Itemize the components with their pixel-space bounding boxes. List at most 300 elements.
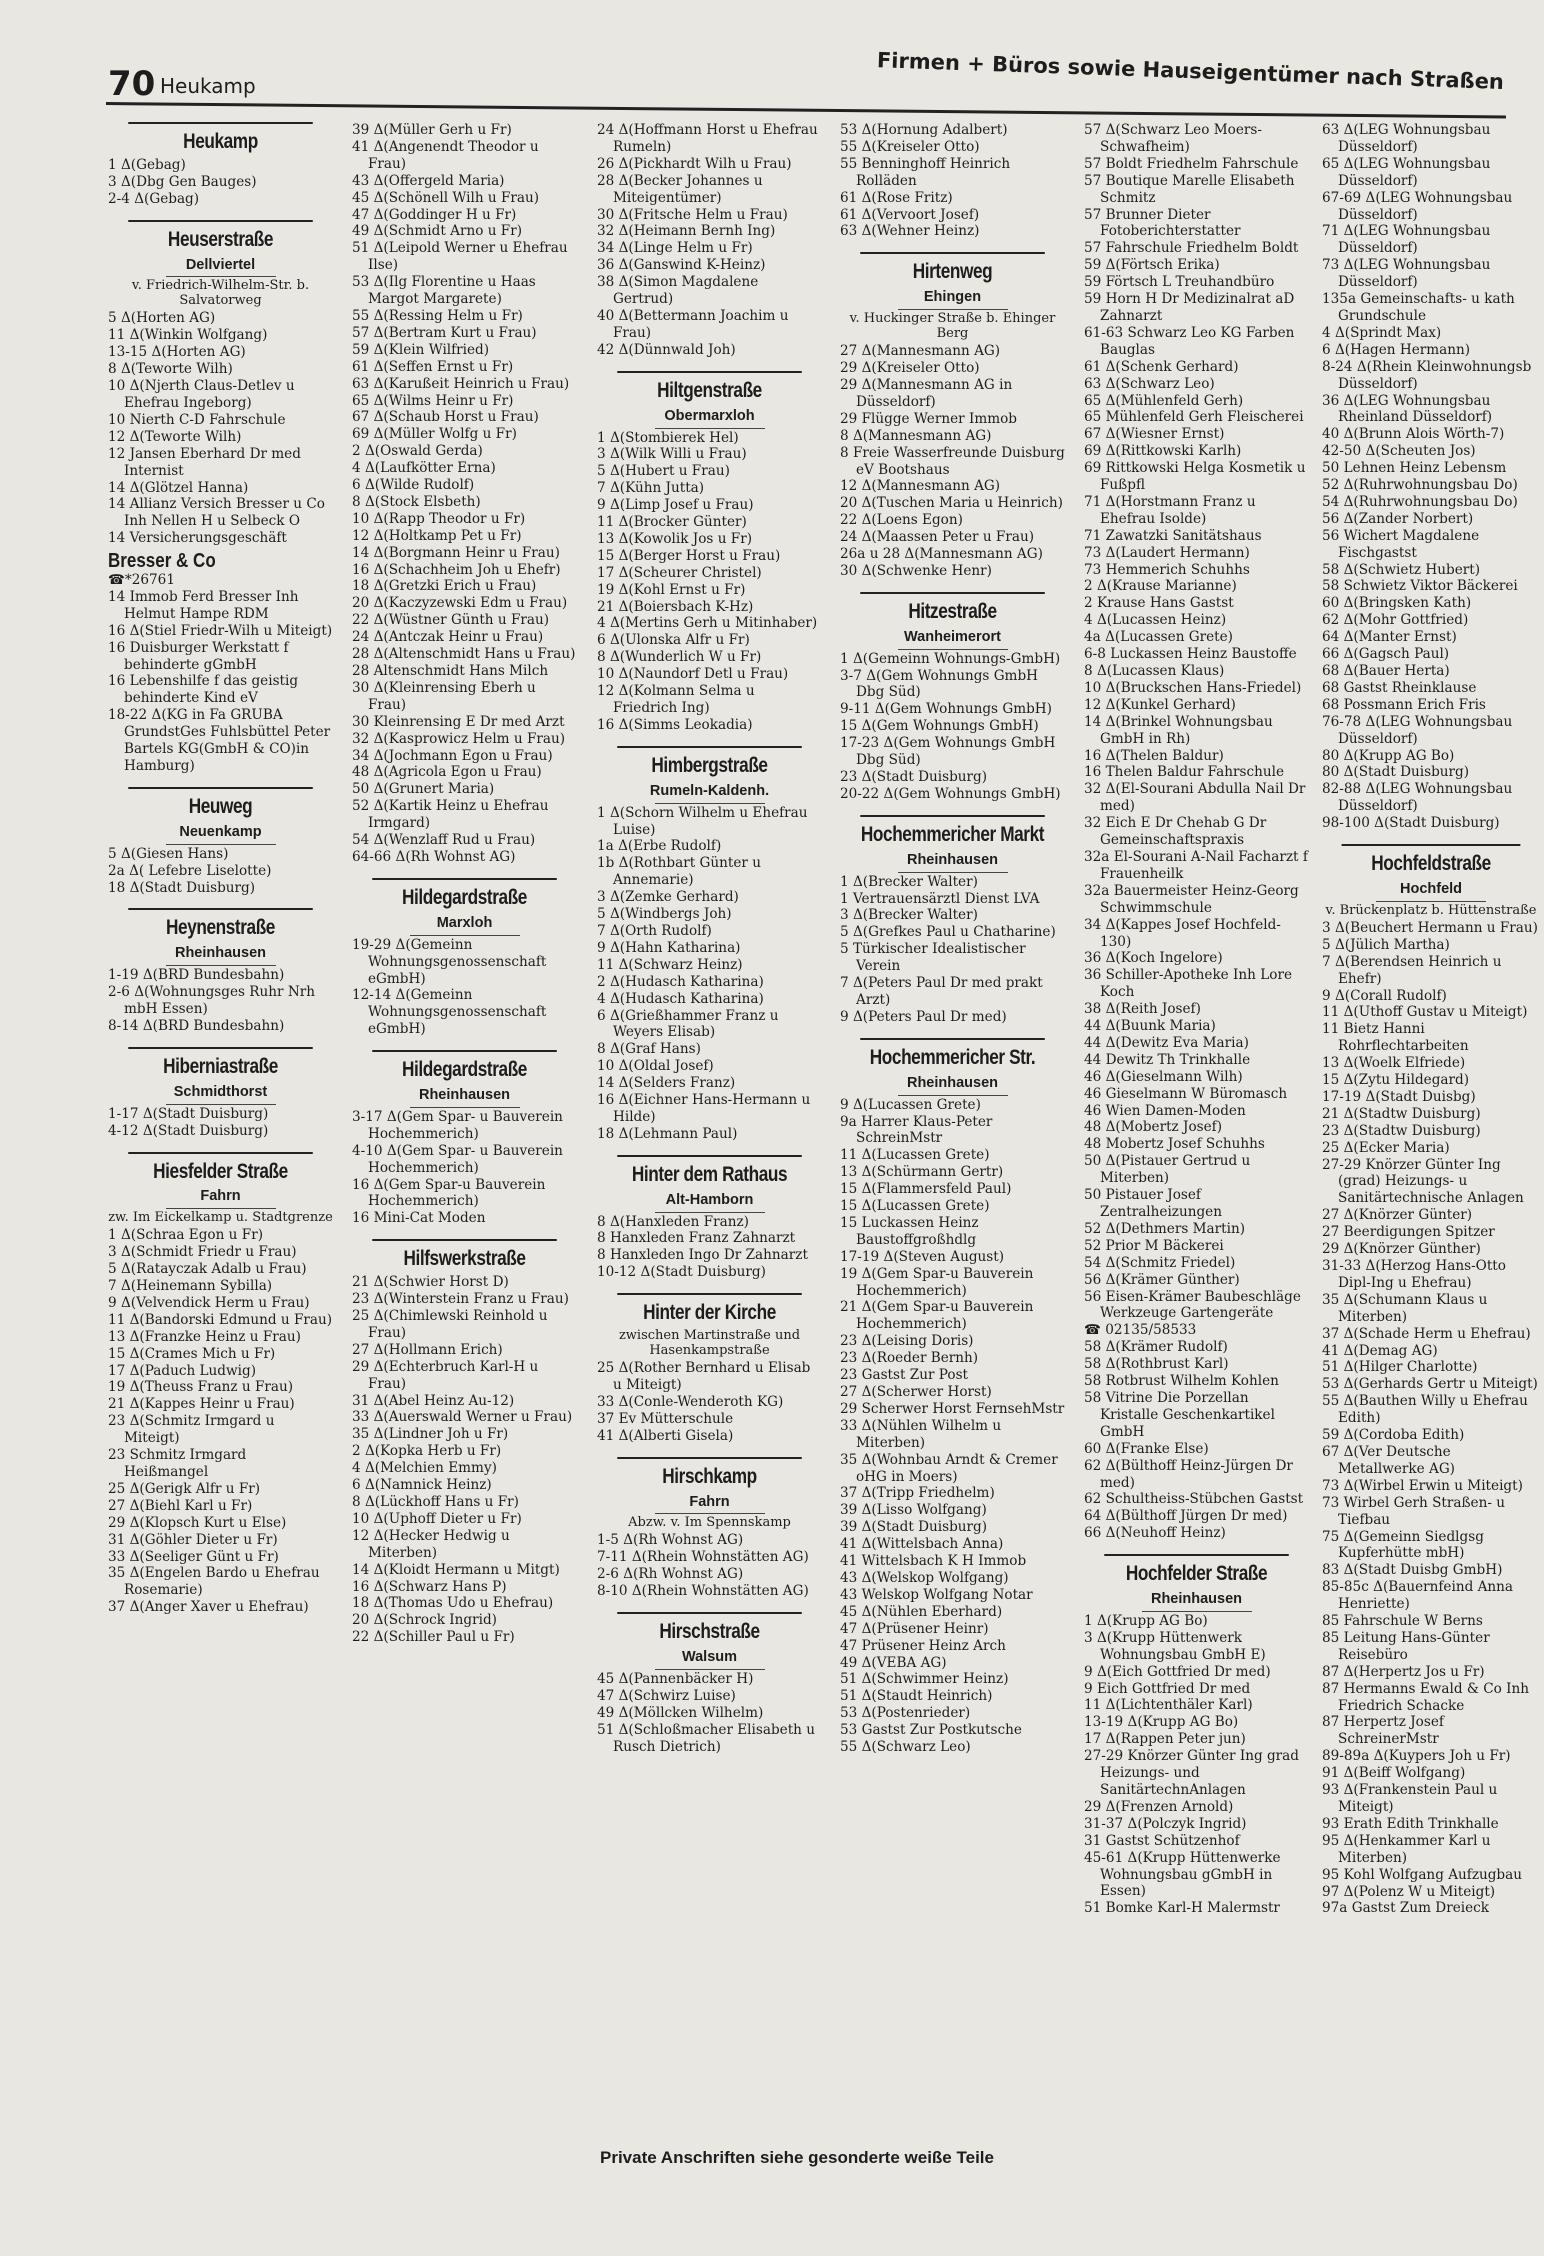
address-entry: 87 Δ(Herpertz Jos u Fr) bbox=[1322, 1663, 1485, 1680]
address-entry: 2 Δ(Krause Marianne) bbox=[1084, 578, 1237, 595]
address-entry: 32a Bauermeister Heinz-Georg Schwimmschule bbox=[1084, 882, 1299, 916]
address-entry: 8 Δ(Wunderlich W u Fr) bbox=[597, 649, 762, 666]
address-entry: 2a Δ( Lefebre Liselotte) bbox=[108, 862, 272, 879]
address-entry: 67 Δ(Schaub Horst u Frau) bbox=[352, 409, 539, 426]
address-entry: 32 Eich E Dr Chehab G Dr Gemeinschaftspraxis bbox=[1084, 815, 1267, 849]
address-entry: 135a Gemeinschafts- u kath Grundschule bbox=[1322, 291, 1515, 324]
address-entry: 1-17 Δ(Stadt Duisburg) bbox=[108, 1105, 269, 1122]
address-entry: 76-78 Δ(LEG Wohnungsbau Düsseldorf) bbox=[1322, 713, 1513, 747]
address-entry: 51 Δ(Leipold Werner u Ehefrau Ilse) bbox=[352, 240, 568, 274]
address-entry: 61 Δ(Rose Fritz) bbox=[840, 189, 953, 206]
address-entry: 43 Welskop Wolfgang Notar bbox=[840, 1586, 1033, 1603]
address-entry: 7 Δ(Peters Paul Dr med prakt Arzt) bbox=[840, 975, 1043, 1008]
address-entry: 59 Horn H Dr Medizinalrat aD Zahnarzt bbox=[1084, 291, 1295, 324]
address-entry: 12 Jansen Eberhard Dr med Internist bbox=[108, 445, 301, 479]
address-entry: 14 Δ(Kloidt Hermann u Mitgt) bbox=[352, 1561, 560, 1578]
street-block bbox=[840, 592, 1065, 803]
address-entry: 8 Freie Wasserfreunde Duisburg eV Bootshaus bbox=[840, 444, 1065, 478]
address-entry: 21 Δ(Gem Spar-u Bauverein Hochemmerich) bbox=[840, 1299, 1034, 1333]
street-title: Hirschstraße bbox=[617, 1612, 802, 1647]
address-entry: 9 Δ(Limp Josef u Frau) bbox=[597, 497, 754, 514]
address-entry: 2 Δ(Kopka Herb u Fr) bbox=[352, 1443, 502, 1460]
address-entry: 10-12 Δ(Stadt Duisburg) bbox=[597, 1264, 766, 1281]
address-entry: 8 Δ(Lucassen Klaus) bbox=[1084, 663, 1225, 679]
address-entry: 20-22 Δ(Gem Wohnungs GmbH) bbox=[840, 785, 1061, 802]
address-entry: Bresser & Co bbox=[108, 550, 216, 573]
address-entry: 65 Δ(Wilms Heinr u Fr) bbox=[352, 392, 514, 409]
address-entry: 13-19 Δ(Krupp AG Bo) bbox=[1084, 1714, 1239, 1731]
street-title: Hirtenweg bbox=[860, 252, 1045, 287]
address-entry: 35 Δ(Lindner Joh u Fr) bbox=[352, 1426, 509, 1443]
address-entry: 1 Δ(Stombierek Hel) bbox=[597, 429, 739, 446]
address-entry: 11 Δ(Schwarz Heinz) bbox=[597, 956, 743, 973]
address-entry: 53 Δ(Postenrieder) bbox=[840, 1705, 971, 1722]
address-entry: 28 Δ(Becker Johannes u Miteigentümer) bbox=[597, 172, 763, 206]
address-entry: 13 Δ(Woelk Elfriede) bbox=[1322, 1055, 1466, 1072]
address-entry: 23 Δ(Stadtw Duisburg) bbox=[1322, 1122, 1481, 1139]
address-entry: 23 Δ(Stadt Duisburg) bbox=[840, 769, 988, 785]
address-entry: 31 Δ(Abel Heinz Au-12) bbox=[352, 1392, 515, 1409]
address-entry: 29 Δ(Kreiseler Otto) bbox=[840, 360, 980, 377]
address-entry: 21 Δ(Boiersbach K-Hz) bbox=[597, 598, 754, 615]
address-entry: 9 Δ(Corall Rudolf) bbox=[1322, 987, 1447, 1004]
address-entry: 55 Δ(Bauthen Willy u Ehefrau Edith) bbox=[1322, 1393, 1528, 1427]
address-entry: 11 Δ(Uthoff Gustav u Miteigt) bbox=[1322, 1004, 1528, 1021]
address-entry: 8 Δ(Hanxleden Franz) bbox=[597, 1213, 749, 1230]
address-entry: 47 Δ(Prüsener Heinr) bbox=[840, 1620, 989, 1637]
address-entry: 56 Δ(Zander Norbert) bbox=[1322, 510, 1474, 527]
address-entry: 65 Mühlenfeld Gerh Fleischerei bbox=[1084, 409, 1304, 426]
street-title: Hirschkamp bbox=[617, 1457, 802, 1492]
address-entry: 23 Δ(Roeder Bernh) bbox=[840, 1350, 979, 1367]
address-entry: 22 Δ(Wüstner Günth u Frau) bbox=[352, 612, 550, 629]
address-entry: 50 Δ(Grunert Maria) bbox=[352, 781, 495, 798]
address-entry: 9 Δ(Peters Paul Dr med) bbox=[840, 1008, 1007, 1025]
address-entry: 17-23 Δ(Gem Wohnungs GmbH Dbg Süd) bbox=[840, 735, 1056, 769]
address-entry: 37 Ev Mütterschule bbox=[597, 1410, 734, 1427]
address-entry: 68 Gastst Rheinklause bbox=[1322, 679, 1477, 696]
address-entry: 16 Δ(Gem Spar-u Bauverein Hochemmerich) bbox=[352, 1176, 546, 1210]
address-entry: 54 Δ(Ruhrwohnungsbau Do) bbox=[1322, 493, 1518, 510]
address-entry: 25 Δ(Chimlewski Reinhold u Frau) bbox=[352, 1308, 548, 1341]
address-entry: 2 Δ(Hudasch Katharina) bbox=[597, 973, 764, 990]
address-entry: 11 Bietz Hanni Rohrflechtarbeiten bbox=[1322, 1021, 1469, 1055]
address-entry: 14 Versicherungsgeschäft bbox=[108, 530, 287, 547]
address-entry: 36 Δ(Ganswind K-Heinz) bbox=[597, 257, 766, 274]
address-entry: 5 Δ(Giesen Hans) bbox=[108, 845, 229, 862]
address-entry: 51 Δ(Schloßmacher Elisabeth u Rusch Dietrich) bbox=[597, 1721, 815, 1755]
address-entry: 5 Δ(Grefkes Paul u Chatharine) bbox=[840, 924, 1056, 941]
address-entry: 27 Δ(Scherwer Horst) bbox=[840, 1384, 992, 1400]
address-entry: 29 Flügge Werner Immob bbox=[840, 410, 1017, 427]
address-entry: 51 Δ(Staudt Heinrich) bbox=[840, 1688, 993, 1705]
address-entry: 41 Δ(Wittelsbach Anna) bbox=[840, 1536, 1004, 1553]
address-entry: 58 Vitrine Die Porzellan Kristalle Geschenkartikel GmbH bbox=[1084, 1389, 1275, 1440]
address-entry: 33 Δ(Seeliger Günt u Fr) bbox=[108, 1548, 279, 1565]
street-block bbox=[1084, 1554, 1309, 1917]
address-entry: 15 Δ(Lucassen Grete) bbox=[840, 1198, 990, 1215]
address-entry: 41 Δ(Demag AG) bbox=[1322, 1342, 1438, 1359]
address-entry: 10 Δ(Rapp Theodor u Fr) bbox=[352, 510, 526, 527]
address-entry: 56 Wichert Magdalene Fischgastst bbox=[1322, 527, 1480, 561]
address-entry: 14 Δ(Selders Franz) bbox=[597, 1075, 736, 1092]
street-range-note: v. Huckinger Straße b. Ehinger Berg bbox=[849, 311, 1056, 342]
address-entry: 27-29 Knörzer Günter Ing (grad) Heizungs- u Sanitärtechnische Anlagen bbox=[1322, 1156, 1524, 1207]
address-entry: 73 Δ(Wirbel Erwin u Miteigt) bbox=[1322, 1477, 1523, 1494]
address-entry: 32 Δ(Heimann Bernh Ing) bbox=[597, 223, 776, 240]
address-entry: 20 Δ(Tuschen Maria u Heinrich) bbox=[840, 495, 1063, 512]
address-entry: 11 Δ(Lucassen Grete) bbox=[840, 1147, 990, 1164]
address-entry: 15 Δ(Berger Horst u Frau) bbox=[597, 547, 781, 564]
address-entry: 67 Δ(Ver Deutsche Metallwerke AG) bbox=[1322, 1443, 1455, 1477]
address-entry: 3-7 Δ(Gem Wohnungs GmbH Dbg Süd) bbox=[840, 667, 1039, 701]
address-entry: 71 Δ(LEG Wohnungsbau Düsseldorf) bbox=[1322, 223, 1491, 257]
address-entry: 37 Δ(Anger Xaver u Ehefrau) bbox=[108, 1599, 309, 1616]
address-entry: 11 Δ(Winkin Wolfgang) bbox=[108, 327, 268, 344]
column-2 bbox=[352, 110, 577, 2140]
address-entry: 14 Immob Ferd Bresser Inh Helmut Hampe RDM bbox=[108, 588, 299, 622]
address-entry: 1 Δ(Brecker Walter) bbox=[840, 873, 978, 890]
street-block bbox=[597, 1612, 822, 1755]
street-title: Hochfelder Straße bbox=[1104, 1554, 1289, 1589]
address-entry: 18 Δ(Stadt Duisburg) bbox=[108, 879, 256, 896]
address-entry: 22 Δ(Loens Egon) bbox=[840, 512, 963, 529]
address-entry: 4 Δ(Lucassen Heinz) bbox=[1084, 612, 1227, 629]
address-entry: 69 Δ(Rittkowski Karlh) bbox=[1084, 443, 1242, 460]
address-entry: 44 Δ(Dewitz Eva Maria) bbox=[1084, 1034, 1249, 1051]
address-entry: 6 Δ(Wilde Rudolf) bbox=[352, 477, 475, 494]
address-entry: 41 Δ(Alberti Gisela) bbox=[597, 1427, 734, 1444]
address-entry: 29 Scherwer Horst FernsehMstr bbox=[840, 1400, 1065, 1417]
address-entry: 23 Schmitz Irmgard Heißmangel bbox=[108, 1447, 247, 1480]
address-entry: 5 Δ(Horten AG) bbox=[108, 310, 216, 327]
address-entry: 57 Boutique Marelle Elisabeth Schmitz bbox=[1084, 172, 1295, 206]
address-entry: 12-14 Δ(Gemeinn Wohnungsgenossenschaft eGmbH) bbox=[352, 987, 547, 1038]
address-entry: 43 Δ(Welskop Wolfgang) bbox=[840, 1569, 1009, 1586]
address-entry: 9 Eich Gottfried Dr med bbox=[1084, 1680, 1251, 1697]
address-entry: 95 Δ(Henkammer Karl u Miterben) bbox=[1322, 1832, 1491, 1866]
address-entry: 73 Hemmerich Schuhhs bbox=[1084, 561, 1250, 578]
address-entry: 71 Δ(Horstmann Franz u Ehefrau Isolde) bbox=[1084, 493, 1256, 527]
address-entry: 1 Vertrauensärztl Dienst LVA bbox=[840, 890, 1040, 907]
address-entry: 68 Δ(Bauer Herta) bbox=[1322, 663, 1450, 679]
address-entry: 23 Δ(Leising Doris) bbox=[840, 1333, 974, 1350]
address-entry: 93 Δ(Frankenstein Paul u Miteigt) bbox=[1322, 1782, 1498, 1815]
address-entry: 16 Δ(Simms Leokadia) bbox=[597, 716, 753, 733]
district-label: Fahrn bbox=[597, 1494, 822, 1515]
address-entry: ☎ 02135/58533 bbox=[1084, 1322, 1197, 1339]
address-entry: 7 Δ(Orth Rudolf) bbox=[597, 922, 712, 939]
address-entry: 31 Δ(Göhler Dieter u Fr) bbox=[108, 1531, 278, 1548]
address-entry: 25 Δ(Ecker Maria) bbox=[1322, 1139, 1450, 1156]
address-entry: 66 Δ(Gagsch Paul) bbox=[1322, 646, 1450, 663]
district-label: Rheinhausen bbox=[840, 852, 1065, 873]
address-entry: 18 Δ(Lehmann Paul) bbox=[597, 1125, 738, 1142]
address-entry: 50 Lehnen Heinz Lebensm bbox=[1322, 460, 1507, 477]
address-entry: 48 Δ(Mobertz Josef) bbox=[1084, 1119, 1223, 1136]
address-entry: 8-14 Δ(BRD Bundesbahn) bbox=[108, 1017, 285, 1034]
address-entry: 3 Δ(Zemke Gerhard) bbox=[597, 889, 739, 906]
address-entry: 80 Δ(Stadt Duisburg) bbox=[1322, 764, 1470, 781]
address-entry: 62 Schultheiss-Stübchen Gastst bbox=[1084, 1491, 1304, 1508]
address-entry: 4 Δ(Melchien Emmy) bbox=[352, 1460, 497, 1477]
street-title: Heukamp bbox=[128, 122, 313, 157]
address-entry: 35 Δ(Engelen Bardo u Ehefrau Rosemarie) bbox=[108, 1565, 320, 1599]
district-label: Rheinhausen bbox=[352, 1087, 577, 1108]
address-entry: 57 Fahrschule Friedhelm Boldt bbox=[1084, 240, 1299, 257]
street-block bbox=[108, 220, 333, 775]
address-entry: 19 Δ(Gem Spar-u Bauverein Hochemmerich) bbox=[840, 1265, 1034, 1299]
district-label: Obermarxloh bbox=[597, 408, 822, 429]
address-entry: 97a Gastst Zum Dreieck bbox=[1322, 1900, 1489, 1917]
address-entry: 1a Δ(Erbe Rudolf) bbox=[597, 838, 722, 855]
address-entry: 55 Δ(Ressing Helm u Fr) bbox=[352, 307, 523, 324]
address-entry: 59 Δ(Cordoba Edith) bbox=[1322, 1427, 1465, 1444]
address-entry: 5 Δ(Jülich Martha) bbox=[1322, 936, 1450, 953]
address-entry: 3 Δ(Schmidt Friedr u Frau) bbox=[108, 1244, 297, 1261]
address-entry: 3 Δ(Beuchert Hermann u Frau) bbox=[1322, 919, 1538, 936]
address-entry: 47 Δ(Schwirz Luise) bbox=[597, 1687, 736, 1704]
street-title: Hochemmericher Str. bbox=[860, 1038, 1045, 1073]
street-block bbox=[840, 252, 1065, 580]
address-entry: 27 Δ(Biehl Karl u Fr) bbox=[108, 1497, 253, 1514]
address-entry: 9-11 Δ(Gem Wohnungs GmbH) bbox=[840, 701, 1052, 718]
street-block bbox=[597, 122, 822, 359]
address-entry: 15 Δ(Flammersfeld Paul) bbox=[840, 1181, 1012, 1198]
address-entry: 41 Wittelsbach K H Immob bbox=[840, 1553, 1027, 1570]
address-entry: 68 Possmann Erich Fris bbox=[1322, 696, 1486, 713]
address-entry: 59 Förtsch L Treuhandbüro bbox=[1084, 274, 1275, 291]
street-title: Hochemmericher Markt bbox=[860, 815, 1045, 850]
address-entry: 2-6 Δ(Rh Wohnst AG) bbox=[597, 1566, 744, 1583]
address-entry: 31-37 Δ(Polczyk Ingrid) bbox=[1084, 1815, 1247, 1832]
address-entry: 61 Δ(Schenk Gerhard) bbox=[1084, 358, 1239, 375]
district-label: Hochfeld bbox=[1322, 881, 1540, 902]
address-entry: 54 Δ(Wenzlaff Rud u Frau) bbox=[352, 832, 536, 849]
address-entry: 98-100 Δ(Stadt Duisburg) bbox=[1322, 815, 1500, 832]
address-entry: 29 Δ(Knörzer Günther) bbox=[1322, 1241, 1481, 1258]
street-block bbox=[840, 122, 1065, 240]
address-entry: 4-10 Δ(Gem Spar- u Bauverein Hochemmerich) bbox=[352, 1142, 563, 1176]
address-entry: 6 Δ(Grießhammer Franz u Weyers Elisab) bbox=[597, 1007, 779, 1041]
address-entry: 1 Δ(Gemeinn Wohnungs-GmbH) bbox=[840, 650, 1061, 667]
address-entry: 8 Δ(Graf Hans) bbox=[597, 1041, 701, 1058]
address-entry: 35 Δ(Schumann Klaus u Miterben) bbox=[1322, 1291, 1488, 1325]
address-entry: 62 Δ(Bülthoff Heinz-Jürgen Dr med) bbox=[1084, 1457, 1293, 1491]
address-entry: 63 Δ(LEG Wohnungsbau Düsseldorf) bbox=[1322, 122, 1491, 155]
column-6 bbox=[1322, 110, 1540, 2140]
address-entry: 46 Wien Damen-Moden bbox=[1084, 1102, 1246, 1119]
address-entry: 58 Rotbrust Wilhelm Kohlen bbox=[1084, 1373, 1279, 1390]
address-entry: 5 Δ(Ratayczak Adalb u Frau) bbox=[108, 1261, 307, 1278]
street-block bbox=[352, 1050, 577, 1227]
address-entry: 54 Δ(Schmitz Friedel) bbox=[1084, 1254, 1236, 1271]
address-entry: 69 Rittkowski Helga Kosmetik u Fußpfl bbox=[1084, 460, 1306, 494]
address-entry: 39 Δ(Stadt Duisburg) bbox=[840, 1519, 988, 1536]
street-block bbox=[1322, 844, 1540, 1917]
address-entry: 4 Δ(Sprindt Max) bbox=[1322, 324, 1442, 341]
address-entry: 7 Δ(Kühn Jutta) bbox=[597, 480, 705, 497]
address-entry: 17 Δ(Scheurer Christel) bbox=[597, 564, 762, 581]
address-entry: 15 Δ(Zytu Hildegard) bbox=[1322, 1072, 1470, 1089]
address-entry: 33 Δ(Nühlen Wilhelm u Miterben) bbox=[840, 1417, 1002, 1451]
address-entry: 43 Δ(Offergeld Maria) bbox=[352, 172, 505, 189]
address-entry: 87 Herpertz Josef SchreinerMstr bbox=[1322, 1714, 1444, 1748]
street-block bbox=[108, 787, 333, 897]
address-entry: 8 Δ(Teworte Wilh) bbox=[108, 361, 233, 378]
address-entry: 11 Δ(Brocker Günter) bbox=[597, 514, 747, 531]
address-entry: 40 Δ(Brunn Alois Wörth-7) bbox=[1322, 426, 1505, 443]
address-entry: 85 Leitung Hans-Günter Reisebüro bbox=[1322, 1629, 1490, 1663]
address-entry: 6 Δ(Ulonska Alfr u Fr) bbox=[597, 632, 750, 649]
street-title: Heuweg bbox=[128, 787, 313, 822]
street-range-note: Abzw. v. Im Spennskamp bbox=[628, 1515, 791, 1531]
address-entry: 31 Gastst Schützenhof bbox=[1084, 1832, 1240, 1849]
address-entry: 46 Δ(Gieselmann Wilh) bbox=[1084, 1068, 1243, 1085]
address-entry: 23 Gastst Zur Post bbox=[840, 1367, 969, 1384]
address-entry: 9 Δ(Eich Gottfried Dr med) bbox=[1084, 1663, 1271, 1680]
street-block bbox=[597, 1155, 822, 1281]
district-label: Rumeln-Kaldenh. bbox=[597, 783, 822, 804]
address-entry: 35 Δ(Wohnbau Arndt & Cremer oHG in Moers) bbox=[840, 1451, 1058, 1485]
address-entry: 10 Δ(Uphoff Dieter u Fr) bbox=[352, 1510, 522, 1527]
address-entry: 3 Δ(Krupp Hüttenwerk Wohnungsbau GmbH E) bbox=[1084, 1629, 1266, 1663]
address-entry: 25 Δ(Gerigk Alfr u Fr) bbox=[108, 1480, 261, 1497]
address-entry: 34 Δ(Kappes Josef Hochfeld-130) bbox=[1084, 916, 1281, 950]
address-entry: 2-6 Δ(Wohnungsges Ruhr Nrh mbH Essen) bbox=[108, 984, 316, 1018]
street-title: Hochfeldstraße bbox=[1342, 844, 1521, 879]
address-entry: 15 Δ(Crames Mich u Fr) bbox=[108, 1345, 276, 1362]
district-label: Schmidthorst bbox=[108, 1084, 333, 1105]
street-range-note: v. Brückenplatz b. Hüttenstraße bbox=[1325, 902, 1537, 918]
address-entry: 83 Δ(Stadt Duisbg GmbH) bbox=[1322, 1562, 1503, 1579]
address-entry: 33 Δ(Auerswald Werner u Frau) bbox=[352, 1409, 573, 1426]
district-label: Rheinhausen bbox=[108, 945, 333, 966]
address-entry: 7-11 Δ(Rhein Wohnstätten AG) bbox=[597, 1549, 809, 1566]
street-title: Heuserstraße bbox=[128, 220, 313, 255]
column-5 bbox=[1084, 110, 1309, 2140]
address-entry: 23 Δ(Winterstein Franz u Frau) bbox=[352, 1291, 569, 1308]
address-entry: 28 Altenschmidt Hans Milch bbox=[352, 663, 549, 679]
address-entry: 18 Δ(Thomas Udo u Ehefrau) bbox=[352, 1595, 554, 1612]
address-entry: 16 Δ(Eichner Hans-Hermann u Hilde) bbox=[597, 1092, 811, 1125]
address-entry: 50 Δ(Pistauer Gertrud u Miterben) bbox=[1084, 1153, 1251, 1187]
address-entry: 5 Türkischer Idealistischer Verein bbox=[840, 941, 1026, 975]
address-entry: 14 Δ(Glötzel Hanna) bbox=[108, 479, 249, 496]
address-entry: 27 Beerdigungen Spitzer bbox=[1322, 1224, 1495, 1241]
address-entry: 21 Δ(Stadtw Duisburg) bbox=[1322, 1105, 1481, 1122]
address-entry: 16 Lebenshilfe f das geistig behinderte Kind eV bbox=[108, 673, 299, 707]
address-entry: 14 Allianz Versich Bresser u Co Inh Nellen H u Selbeck O bbox=[108, 496, 325, 530]
address-entry: 52 Δ(Dethmers Martin) bbox=[1084, 1220, 1246, 1237]
address-entry: 67-69 Δ(LEG Wohnungsbau Düsseldorf) bbox=[1322, 189, 1513, 223]
street-title: Hilfswerkstraße bbox=[372, 1239, 557, 1274]
address-entry: 55 Δ(Kreiseler Otto) bbox=[840, 138, 980, 155]
address-entry: 66 Δ(Neuhoff Heinz) bbox=[1084, 1525, 1226, 1542]
address-entry: 87 Hermanns Ewald & Co Inh Friedrich Schacke bbox=[1322, 1680, 1530, 1714]
street-block bbox=[597, 1457, 822, 1600]
address-entry: 8 Δ(Mannesmann AG) bbox=[840, 427, 992, 444]
address-entry: 45-61 Δ(Krupp Hüttenwerke Wohnungsbau gGmbH in Essen) bbox=[1084, 1849, 1281, 1900]
address-entry: 27 Δ(Mannesmann AG) bbox=[840, 343, 1001, 360]
address-entry: 7 Δ(Berendsen Heinrich u Ehefr) bbox=[1322, 953, 1502, 987]
address-entry: 4-12 Δ(Stadt Duisburg) bbox=[108, 1122, 269, 1139]
address-entry: 61-63 Schwarz Leo KG Farben Bauglas bbox=[1084, 324, 1295, 358]
street-block bbox=[108, 908, 333, 1034]
district-label: Rheinhausen bbox=[840, 1075, 1065, 1096]
address-entry: 45 Δ(Nühlen Eberhard) bbox=[840, 1603, 1003, 1620]
street-title: Hiesfelder Straße bbox=[128, 1152, 313, 1187]
address-entry: 7 Δ(Heinemann Sybilla) bbox=[108, 1278, 273, 1295]
address-entry: 93 Erath Edith Trinkhalle bbox=[1322, 1815, 1499, 1832]
address-entry: 51 Δ(Schwimmer Heinz) bbox=[840, 1671, 1009, 1688]
address-entry: 16 Δ(Thelen Baldur) bbox=[1084, 747, 1224, 764]
address-entry: 27 Δ(Hollmann Erich) bbox=[352, 1341, 503, 1358]
address-entry: 53 Gastst Zur Postkutsche bbox=[840, 1722, 1022, 1739]
address-entry: 30 Δ(Schwenke Henr) bbox=[840, 562, 992, 579]
address-entry: 52 Δ(Ruhrwohnungsbau Do) bbox=[1322, 477, 1518, 494]
address-entry: 50 Pistauer Josef Zentralheizungen bbox=[1084, 1187, 1222, 1220]
address-entry: 49 Δ(VEBA AG) bbox=[840, 1654, 947, 1671]
address-entry: 73 Δ(LEG Wohnungsbau Düsseldorf) bbox=[1322, 257, 1491, 291]
address-entry: 2 Krause Hans Gastst bbox=[1084, 595, 1234, 612]
address-entry: 10 Δ(Bruckschen Hans-Friedel) bbox=[1084, 679, 1302, 696]
address-entry: 1 Δ(Schraa Egon u Fr) bbox=[108, 1227, 263, 1244]
address-entry: 13-15 Δ(Horten AG) bbox=[108, 344, 246, 361]
address-entry: 73 Wirbel Gerh Straßen- u Tiefbau bbox=[1322, 1494, 1506, 1528]
address-entry: 8-24 Δ(Rhein Kleinwohnungsb Düsseldorf) bbox=[1322, 358, 1532, 392]
page-header bbox=[0, 0, 1544, 110]
address-entry: 82-88 Δ(LEG Wohnungsbau Düsseldorf) bbox=[1322, 781, 1513, 815]
address-entry: 75 Δ(Gemeinn Siedlgsg Kupferhütte mbH) bbox=[1322, 1528, 1484, 1562]
address-entry: 29 Δ(Mannesmann AG in Düsseldorf) bbox=[840, 376, 1013, 410]
address-entry: 3-17 Δ(Gem Spar- u Bauverein Hochemmerich) bbox=[352, 1108, 563, 1142]
address-entry: 12 Δ(Teworte Wilh) bbox=[108, 428, 242, 445]
address-entry: 48 Δ(Agricola Egon u Frau) bbox=[352, 764, 542, 781]
address-entry: 6-8 Luckassen Heinz Baustoffe bbox=[1084, 646, 1297, 663]
address-entry: 67 Δ(Wiesner Ernst) bbox=[1084, 426, 1225, 443]
column-3 bbox=[597, 110, 822, 2140]
address-entry: 85-85c Δ(Bauernfeind Anna Henriette) bbox=[1322, 1579, 1514, 1613]
street-title: Hiltgenstraße bbox=[617, 371, 802, 406]
address-entry: 4 Δ(Hudasch Katharina) bbox=[597, 990, 764, 1007]
address-entry: 61 Δ(Vervoort Josef) bbox=[840, 206, 980, 223]
address-entry: 45 Δ(Schönell Wilh u Frau) bbox=[352, 189, 540, 206]
street-block bbox=[840, 815, 1065, 1026]
address-entry: 22 Δ(Schiller Paul u Fr) bbox=[352, 1629, 515, 1646]
address-entry: 45 Δ(Pannenbäcker H) bbox=[597, 1670, 754, 1687]
address-entry: 19 Δ(Kohl Ernst u Fr) bbox=[597, 581, 746, 598]
district-label: Rheinhausen bbox=[1084, 1591, 1309, 1612]
address-entry: 34 Δ(Linge Helm u Fr) bbox=[597, 240, 753, 257]
address-entry: 42-50 Δ(Scheuten Jos) bbox=[1322, 443, 1476, 460]
address-entry: 57 Δ(Schwarz Leo Moers-Schwafheim) bbox=[1084, 122, 1262, 155]
address-entry: 9 Δ(Velvendick Herm u Frau) bbox=[108, 1294, 310, 1311]
address-entry: 24 Δ(Hoffmann Horst u Ehefrau Rumeln) bbox=[597, 122, 818, 155]
address-entry: 60 Δ(Franke Else) bbox=[1084, 1440, 1209, 1457]
address-entry: 58 Δ(Schwietz Hubert) bbox=[1322, 561, 1481, 578]
address-entry: 21 Δ(Kappes Heinr u Frau) bbox=[108, 1396, 295, 1413]
address-entry: 91 Δ(Beiff Wolfgang) bbox=[1322, 1765, 1466, 1782]
address-entry: 63 Δ(Karußeit Heinrich u Frau) bbox=[352, 375, 570, 392]
street-block bbox=[840, 1038, 1065, 1756]
address-entry: 15 Δ(Gem Wohnungs GmbH) bbox=[840, 718, 1039, 735]
address-entry: 16 Mini-Cat Moden bbox=[352, 1210, 486, 1227]
address-entry: 16 Δ(Schwarz Hans P) bbox=[352, 1578, 507, 1595]
address-entry: 16 Thelen Baldur Fahrschule bbox=[1084, 764, 1285, 781]
address-entry: 56 Δ(Krämer Günther) bbox=[1084, 1271, 1240, 1288]
address-entry: 44 Dewitz Th Trinkhalle bbox=[1084, 1051, 1251, 1068]
